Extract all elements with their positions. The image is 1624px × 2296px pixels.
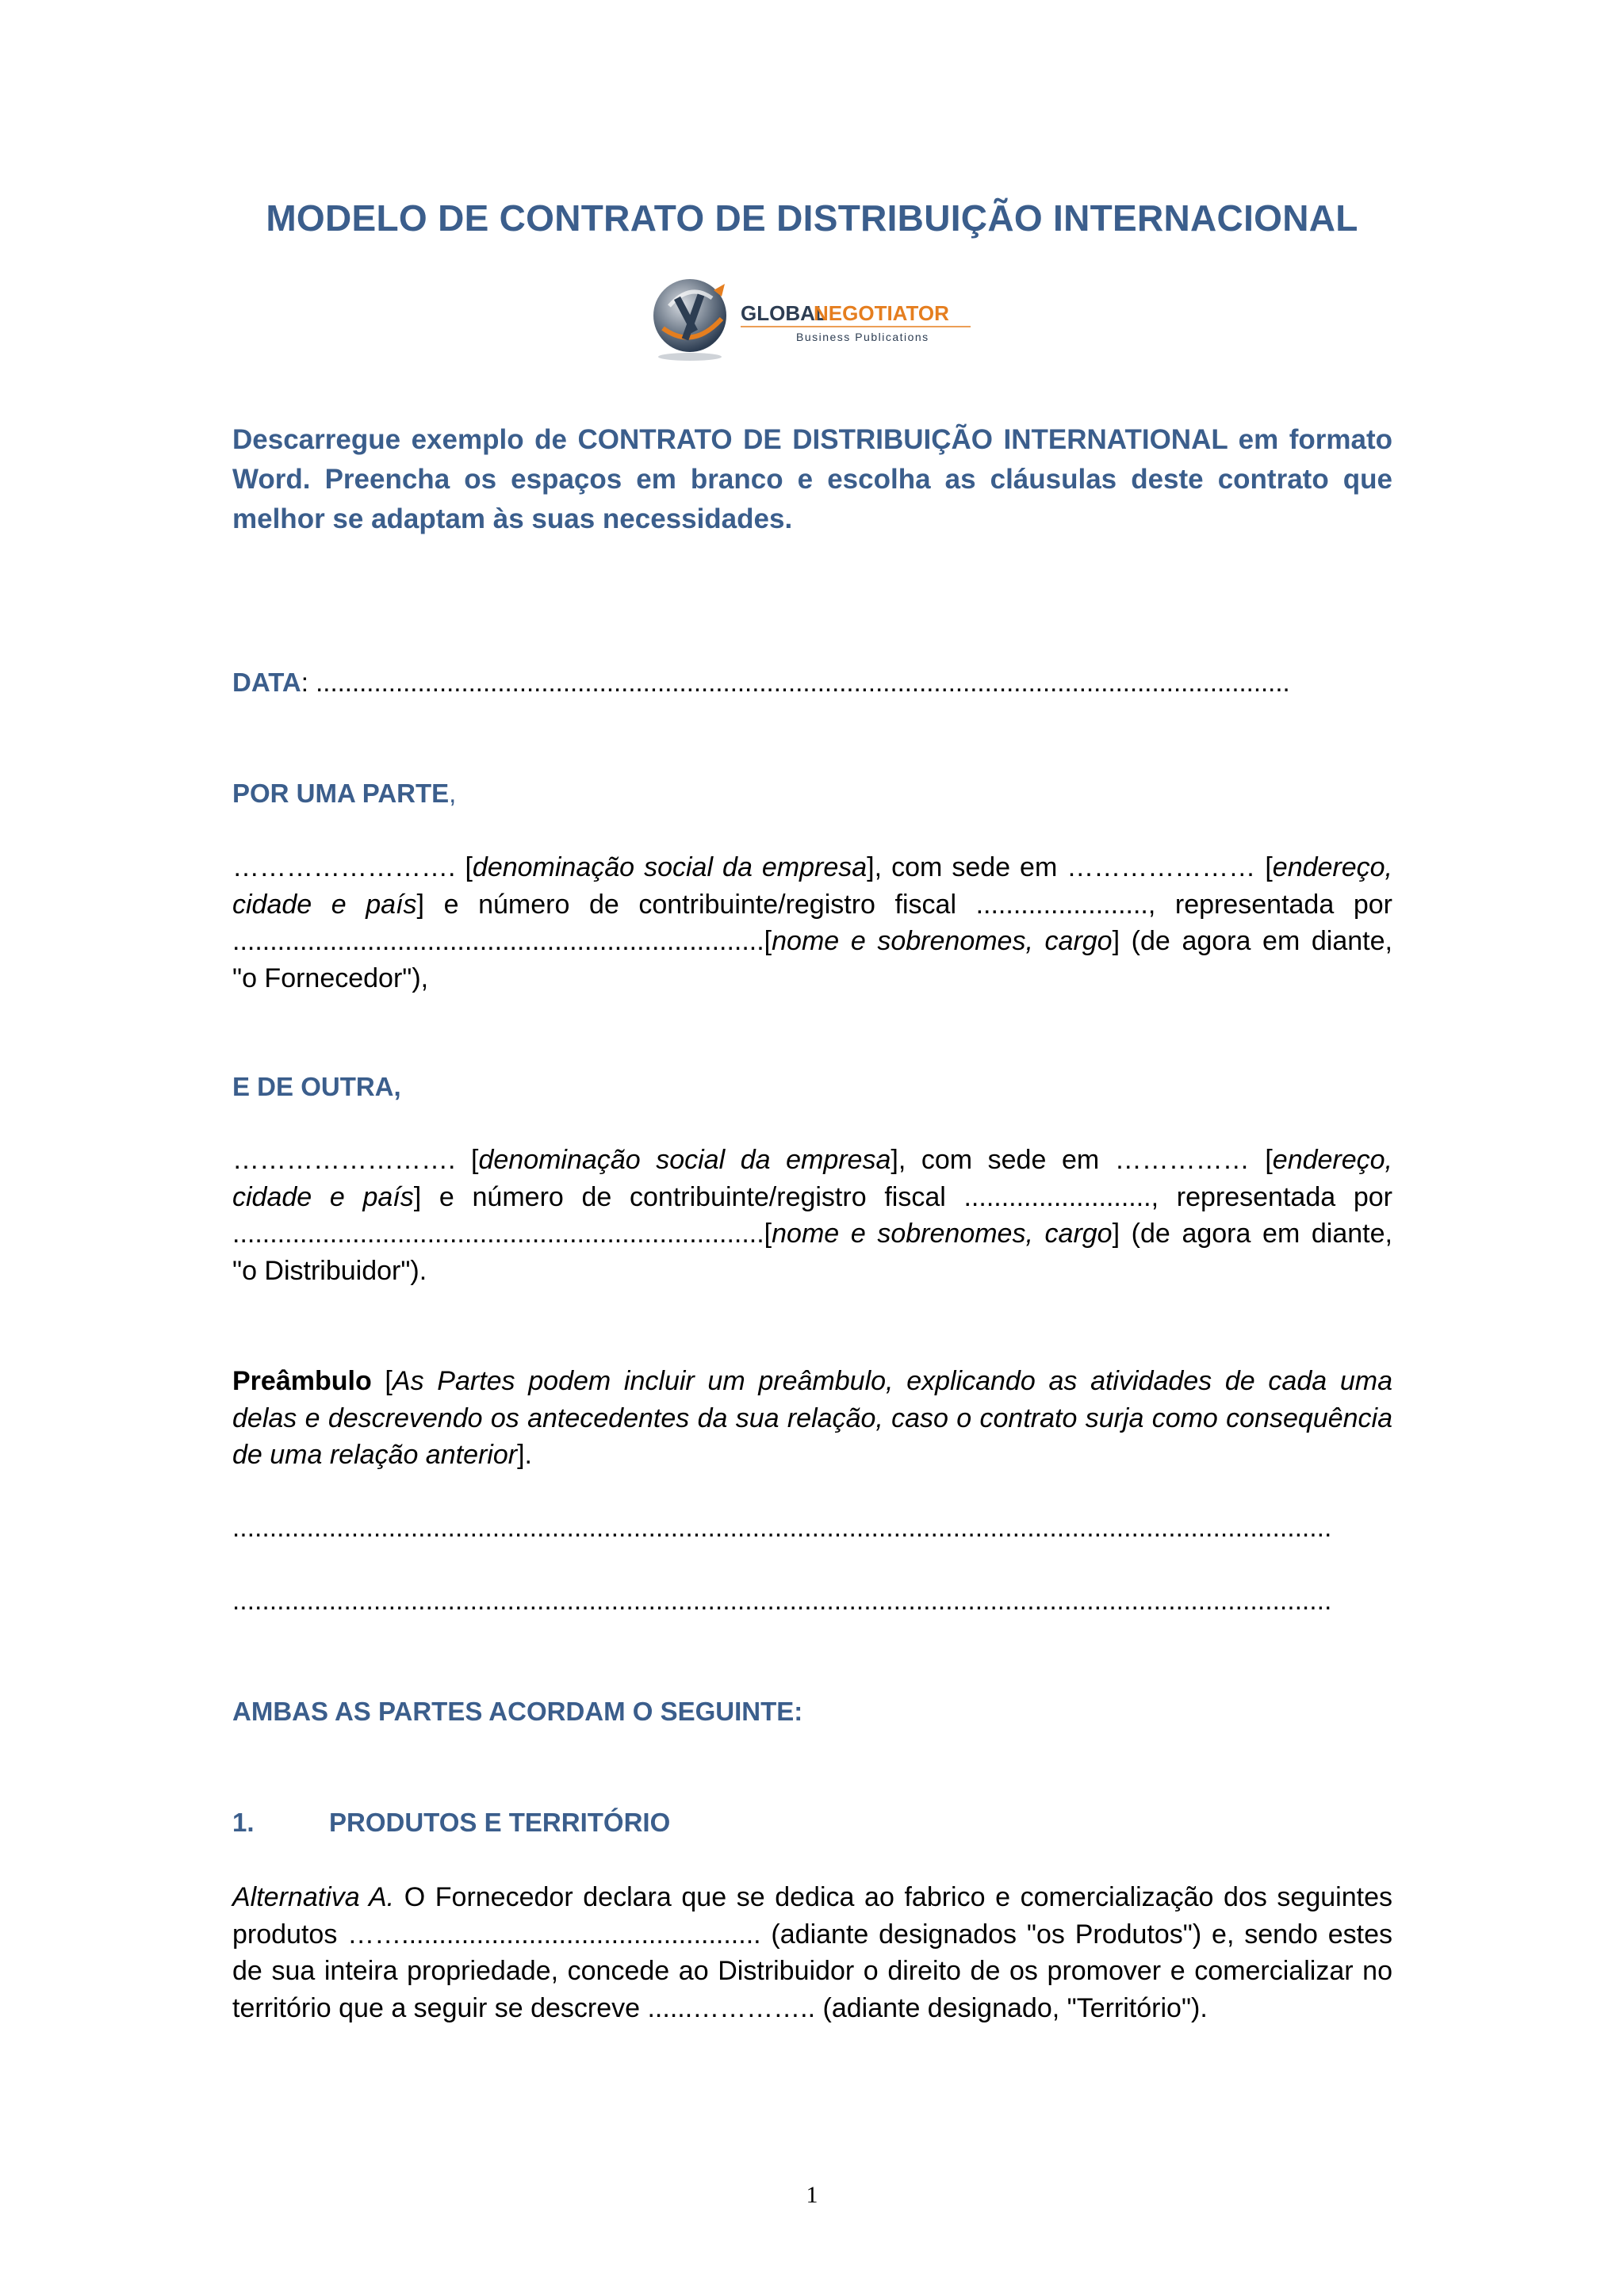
date-line [232,668,1374,698]
logo-brand-part2: NEGOTIATOR [814,301,949,325]
section-1-title: PRODUTOS E TERRITÓRIO [329,1808,671,1837]
party2-paragraph: ……………………. [denominação social da empresa], com sede em …………… [endereço, cidade e país] e número de contribuinte/registro fiscal ........................., representada por .......................................................................[nome e sobrenomes, cargo] (de agora em diante, "o Distribuidor"). [232,1145,1393,1286]
globe-logo-icon [645,274,979,362]
intro-paragraph: Descarregue exemplo de CONTRATO DE DISTRIBUIÇÃO INTERNATIONAL em formato Word. Preencha os espaços em branco e escolha as cláusulas deste contrato que melhor se adaptam às suas necessidades. [232,424,1392,534]
section-1-paragraph: Alternativa A. O Fornecedor declara que se dedica ao fabrico e comercialização dos seguintes produtos ……................................................ (adiante designados "os Produtos") e, sendo estes de sua inteira propriedade, concede ao Distribuidor o direito de os promover e comercializar no território que a seguir se descreve ......………….. (adiante designado, "Território"). [232,1882,1392,2023]
section-1-number: 1. [232,1808,255,1837]
global-negotiator-logo [645,274,979,362]
page-number: 1 [806,2182,818,2208]
agreement-heading: AMBAS AS PARTES ACORDAM O SEGUINTE: [232,1697,803,1726]
alternative-a-label: Alternativa A. [232,1882,395,1912]
document-title: MODELO DE CONTRATO DE DISTRIBUIÇÃO INTERNACIONAL [266,197,1358,239]
date-label: DATA [232,668,301,697]
party2-heading: E DE OUTRA, [232,1072,401,1101]
preamble-label: Preâmbulo [232,1366,372,1396]
party1-paragraph: ……………………. [denominação social da empresa], com sede em ………………… [endereço, cidade e país] e número de contribuinte/registro fiscal ......................., representada por .......................................................................[nome e sobrenomes, cargo] (de agora em diante, "o Fornecedor"), [232,852,1393,993]
date-value: : ...................................................................................................................................... [301,668,1290,697]
blank-line-2: .................................................................................................................................................... [232,1586,1332,1615]
logo-brand-part1: GLOBAL [741,301,828,325]
logo-tagline: Business Publications [796,331,929,343]
party1-heading: POR UMA PARTE, [232,779,457,808]
blank-line-1: .................................................................................................................................................... [232,1513,1332,1542]
preamble-paragraph: Preâmbulo [As Partes podem incluir um preâmbulo, explicando as atividades de cada uma delas e descrevendo os antecedentes da sua relação, caso o contrato surja como consequência de uma relação anterior]. [232,1366,1392,1470]
